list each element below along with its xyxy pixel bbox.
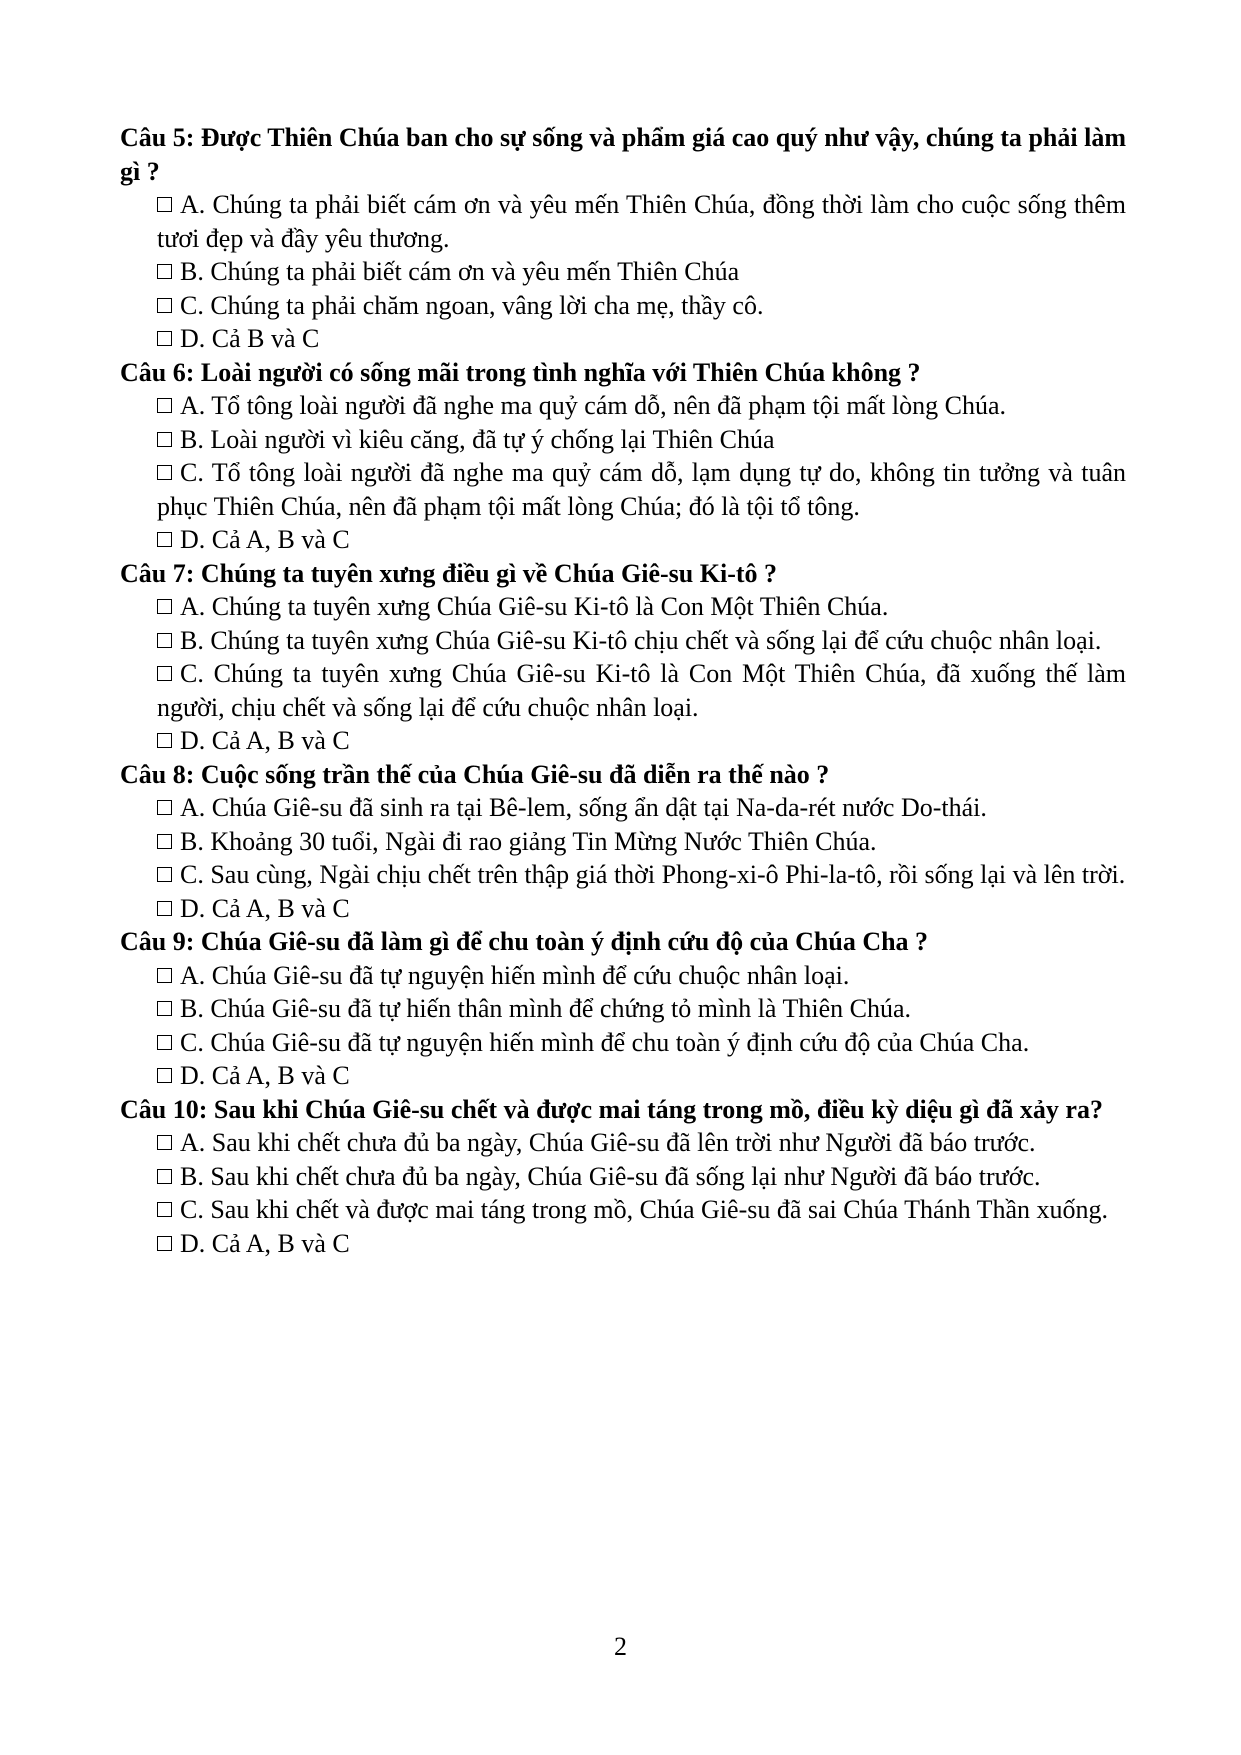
answer-option	[120, 1026, 1126, 1060]
answer-option	[120, 389, 1126, 423]
answer-option	[120, 523, 1126, 557]
option-text: C. Chúng ta tuyên xưng Chúa Giê-su Ki-tô là Con Một Thiên Chúa, đã xuống thế làm người, chịu chết và sống lại để cứu chuộc nhân loại.	[157, 659, 1126, 722]
question-block	[120, 557, 1126, 758]
checkbox-icon[interactable]	[157, 599, 172, 614]
checkbox-icon[interactable]	[157, 800, 172, 815]
question-title: Câu 10: Sau khi Chúa Giê-su chết và được mai táng trong mồ, điều kỳ diệu gì đã xảy ra?	[120, 1094, 1103, 1124]
option-text: A. Chúng ta tuyên xưng Chúa Giê-su Ki-tô là Con Một Thiên Chúa.	[180, 592, 889, 621]
option-text: A. Sau khi chết chưa đủ ba ngày, Chúa Giê-su đã lên trời như Người đã báo trước.	[180, 1128, 1036, 1157]
checkbox-icon[interactable]	[157, 1068, 172, 1083]
checkbox-icon[interactable]	[157, 532, 172, 547]
question-block	[120, 121, 1126, 356]
question-title: Câu 8: Cuộc sống trần thế của Chúa Giê-su đã diễn ra thế nào ?	[120, 759, 830, 789]
checkbox-icon[interactable]	[157, 298, 172, 313]
answer-option	[120, 624, 1126, 658]
question-block	[120, 356, 1126, 557]
checkbox-icon[interactable]	[157, 968, 172, 983]
checkbox-icon[interactable]	[157, 197, 172, 212]
document-page	[120, 121, 1126, 1260]
question-block	[120, 925, 1126, 1093]
answer-option	[120, 1126, 1126, 1160]
option-text: A. Chúa Giê-su đã sinh ra tại Bê-lem, sống ẩn dật tại Na-da-rét nước Do-thái.	[180, 793, 987, 822]
option-text: D. Cả B và C	[180, 324, 320, 353]
checkbox-icon[interactable]	[157, 901, 172, 916]
checkbox-icon[interactable]	[157, 1202, 172, 1217]
answer-option	[120, 289, 1126, 323]
checkbox-icon[interactable]	[157, 331, 172, 346]
option-text: B. Chúa Giê-su đã tự hiến thân mình để chứng tỏ mình là Thiên Chúa.	[180, 994, 912, 1023]
option-text: D. Cả A, B và C	[180, 525, 350, 554]
question-block	[120, 1093, 1126, 1261]
answer-option	[120, 188, 1126, 255]
option-text: B. Chúng ta phải biết cám ơn và yêu mến Thiên Chúa	[180, 257, 740, 286]
answer-option	[120, 825, 1126, 859]
answer-option	[120, 892, 1126, 926]
checkbox-icon[interactable]	[157, 432, 172, 447]
option-text: B. Loài người vì kiêu căng, đã tự ý chống lại Thiên Chúa	[180, 424, 775, 454]
option-text: B. Khoảng 30 tuổi, Ngài đi rao giảng Tin Mừng Nước Thiên Chúa.	[180, 826, 877, 856]
option-text: D. Cả A, B và C	[180, 1061, 350, 1090]
checkbox-icon[interactable]	[157, 398, 172, 413]
answer-option	[120, 992, 1126, 1026]
answer-option	[120, 590, 1126, 624]
question-title: Câu 9: Chúa Giê-su đã làm gì để chu toàn ý định cứu độ của Chúa Cha ?	[120, 927, 929, 956]
checkbox-icon[interactable]	[157, 834, 172, 849]
answer-option	[120, 255, 1126, 289]
answer-option	[120, 657, 1126, 724]
checkbox-icon[interactable]	[157, 465, 172, 480]
option-text: C. Chúa Giê-su đã tự nguyện hiến mình để chu toàn ý định cứu độ của Chúa Cha.	[180, 1027, 1030, 1057]
option-text: A. Chúng ta phải biết cám ơn và yêu mến Thiên Chúa, đồng thời làm cho cuộc sống thêm tươi đẹp và đầy yêu thương.	[157, 190, 1126, 253]
answer-option	[120, 1160, 1126, 1194]
option-text: A. Tổ tông loài người đã nghe ma quỷ cám dỗ, nên đã phạm tội mất lòng Chúa.	[180, 391, 1006, 420]
option-text: C. Chúng ta phải chăm ngoan, vâng lời cha mẹ, thầy cô.	[180, 290, 764, 320]
checkbox-icon[interactable]	[157, 264, 172, 279]
checkbox-icon[interactable]	[157, 1135, 172, 1150]
answer-option	[120, 724, 1126, 758]
answer-option	[120, 1193, 1126, 1227]
option-text: B. Sau khi chết chưa đủ ba ngày, Chúa Giê-su đã sống lại như Người đã báo trước.	[180, 1161, 1041, 1191]
checkbox-icon[interactable]	[157, 1236, 172, 1251]
checkbox-icon[interactable]	[157, 1169, 172, 1184]
question-title: Câu 7: Chúng ta tuyên xưng điều gì về Chúa Giê-su Ki-tô ?	[120, 558, 778, 588]
answer-option	[120, 1227, 1126, 1261]
option-text: C. Tổ tông loài người đã nghe ma quỷ cám dỗ, lạm dụng tự do, không tin tưởng và tuân phục Thiên Chúa, nên đã phạm tội mất lòng Chúa; đó là tội tổ tông.	[157, 458, 1126, 521]
option-text: D. Cả A, B và C	[180, 893, 350, 923]
checkbox-icon[interactable]	[157, 867, 172, 882]
question-block	[120, 758, 1126, 926]
option-text: B. Chúng ta tuyên xưng Chúa Giê-su Ki-tô chịu chết và sống lại để cứu chuộc nhân loại.	[180, 625, 1102, 655]
option-text: D. Cả A, B và C	[180, 1228, 350, 1258]
answer-option	[120, 791, 1126, 825]
option-text: D. Cả A, B và C	[180, 726, 350, 755]
checkbox-icon[interactable]	[157, 733, 172, 748]
answer-option	[120, 959, 1126, 993]
answer-option	[120, 423, 1126, 457]
question-title: Câu 5: Được Thiên Chúa ban cho sự sống và phẩm giá cao quý như vậy, chúng ta phải làm gì ?	[120, 123, 1126, 186]
option-text: C. Sau khi chết và được mai táng trong mồ, Chúa Giê-su đã sai Chúa Thánh Thần xuống.	[180, 1195, 1109, 1224]
checkbox-icon[interactable]	[157, 1001, 172, 1016]
answer-option	[120, 858, 1126, 892]
checkbox-icon[interactable]	[157, 633, 172, 648]
answer-option	[120, 322, 1126, 356]
answer-option	[120, 1059, 1126, 1093]
page-number: 2	[614, 1632, 627, 1661]
option-text: A. Chúa Giê-su đã tự nguyện hiến mình để cứu chuộc nhân loại.	[180, 960, 850, 990]
checkbox-icon[interactable]	[157, 666, 172, 681]
option-text: C. Sau cùng, Ngài chịu chết trên thập giá thời Phong-xi-ô Phi-la-tô, rồi sống lại và lên trời.	[180, 860, 1126, 889]
question-title: Câu 6: Loài người có sống mãi trong tình nghĩa với Thiên Chúa không ?	[120, 357, 921, 387]
checkbox-icon[interactable]	[157, 1035, 172, 1050]
answer-option	[120, 456, 1126, 523]
